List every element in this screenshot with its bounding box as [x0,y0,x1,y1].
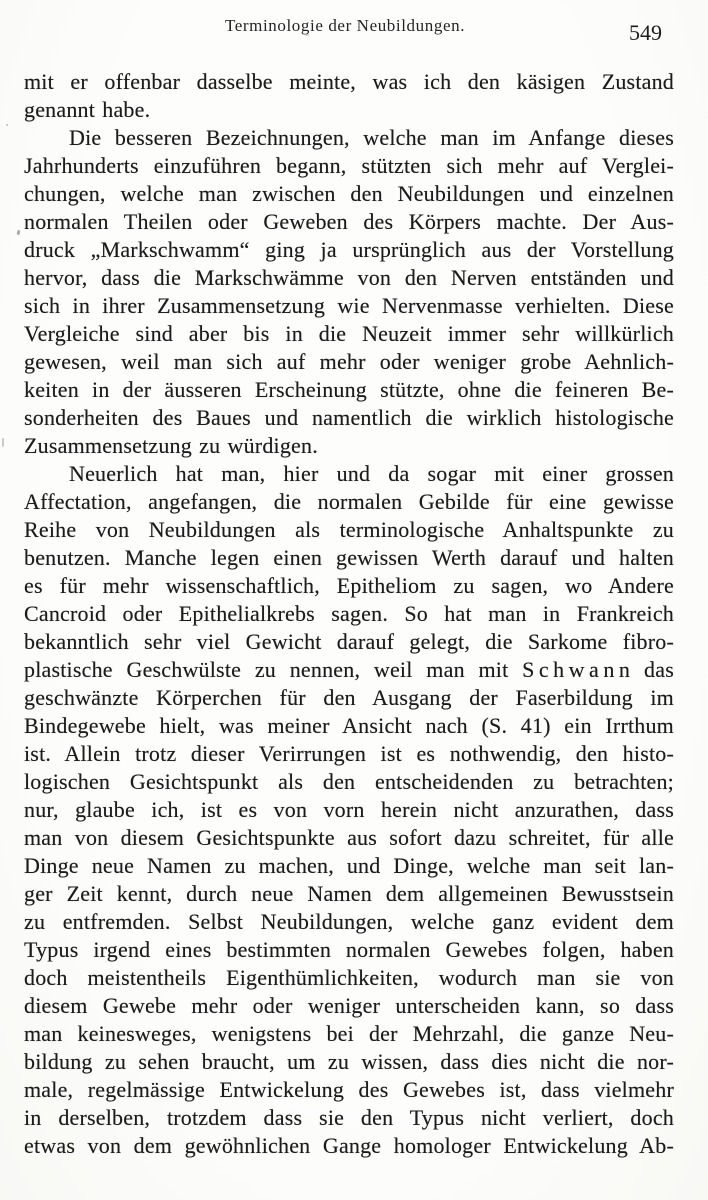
text-line: nur, glaube ich, ist es von vorn herein nicht anzurathen, dass [24,797,674,822]
running-head [0,12,708,45]
text-line: bildung zu sehen braucht, um zu wissen, dass dies nicht die nor- [24,1049,674,1074]
text-line: ist. Allein trotz dieser Verirrungen ist es nothwendig, den histo- [24,741,674,766]
page-number: 549 [629,20,662,45]
text-line [24,656,674,684]
text-line: Reihe von Neubildungen als terminologische Anhaltspunkte zu [24,517,674,542]
text-line: hervor, dass die Markschwämme von den Nerven entständen und [24,265,674,290]
text-line: etwas von dem gewöhnlichen Gange homologer Entwickelung Ab- [24,1133,674,1158]
body-text [24,68,674,1160]
text-line: bekanntlich sehr viel Gewicht darauf gelegt, die Sarkome fibro- [24,629,674,654]
text-line: normalen Theilen oder Geweben des Körpers machte. Der Aus- [24,209,674,234]
text-line: benutzen. Manche legen einen gewissen Werth darauf und halten [24,545,674,570]
text-line: Affectation, angefangen, die normalen Gebilde für eine gewisse [24,489,674,514]
text-line paragraph-start: Die besseren Bezeichnungen, welche man im Anfange dieses [69,125,674,150]
text-line: doch meistentheils Eigenthümlichkeiten, wodurch man sie von [24,965,674,990]
text-segment: das [630,657,674,682]
text-line: man keinesweges, wenigstens bei der Mehrzahl, die ganze Neu- [24,1021,674,1046]
scan-speck [2,438,4,447]
text-line: es für mehr wissenschaftlich, Epitheliom zu sagen, wo Andere [24,573,674,598]
text-line: sich in ihrer Zusammensetzung wie Nervenmasse verhielten. Diese [24,293,674,318]
text-line: man von diesem Gesichtspunkte aus sofort dazu schreitet, für alle [24,825,674,850]
text-line paragraph-end: Zusammensetzung zu würdigen. [24,433,318,458]
text-line: Jahrhunderts einzuführen begann, stützten sich mehr auf Verglei- [24,153,674,178]
text-line: male, regelmässige Entwickelung des Gewebes ist, dass vielmehr [24,1077,674,1102]
text-line: diesem Gewebe mehr oder weniger unterscheiden kann, so dass [24,993,674,1018]
text-line paragraph-end: genannt habe. [24,97,151,122]
scan-speck [306,34,309,36]
text-line: sonderheiten des Baues und namentlich die wirklich histologische [24,405,674,430]
text-line paragraph-start: Neuerlich hat man, hier und da sogar mit einer grossen [69,461,674,486]
text-line: chungen, welche man zwischen den Neubildungen und einzelnen [24,181,674,206]
running-head-title: Terminologie der Neubildungen. [224,16,466,35]
text-line: Dinge neue Namen zu machen, und Dinge, welche man seit lan- [24,853,674,878]
text-line: logischen Gesichtspunkt als den entscheidenden zu betrachten; [24,769,674,794]
text-line: mit er offenbar dasselbe meinte, was ich den käsigen Zustand [24,69,674,94]
text-line: Bindegewebe hielt, was meiner Ansicht nach (S. 41) ein Irrthum [24,713,674,738]
text-line: Vergleiche sind aber bis in die Neuzeit immer sehr willkürlich [24,321,674,346]
text-line: keiten in der äusseren Erscheinung stützte, ohne die feineren Be- [24,377,674,402]
text-line: Cancroid oder Epithelialkrebs sagen. So hat man in Frankreich [24,601,674,626]
text-line: Typus irgend eines bestimmten normalen Gewebes folgen, haben [24,937,674,962]
text-segment: plastische Geschwülste zu nennen, weil man mit [24,657,523,682]
text-line: zu entfremden. Selbst Neubildungen, welche ganz evident dem [24,909,674,934]
scan-speck [17,230,21,236]
text-line: ger Zeit kennt, durch neue Namen dem allgemeinen Bewusstsein [24,881,674,906]
text-line: in derselben, trotzdem dass sie den Typus nicht verliert, doch [24,1105,674,1130]
text-line: gewesen, weil man sich auf mehr oder weniger grobe Aehnlich- [24,349,674,374]
text-line: druck „Markschwamm“ ging ja ursprünglich aus der Vorstellung [24,237,674,262]
scan-speck [6,124,8,126]
text-line: geschwänzte Körperchen für den Ausgang der Faserbildung im [24,685,674,710]
letterspaced-name: Schwann [522,657,635,682]
